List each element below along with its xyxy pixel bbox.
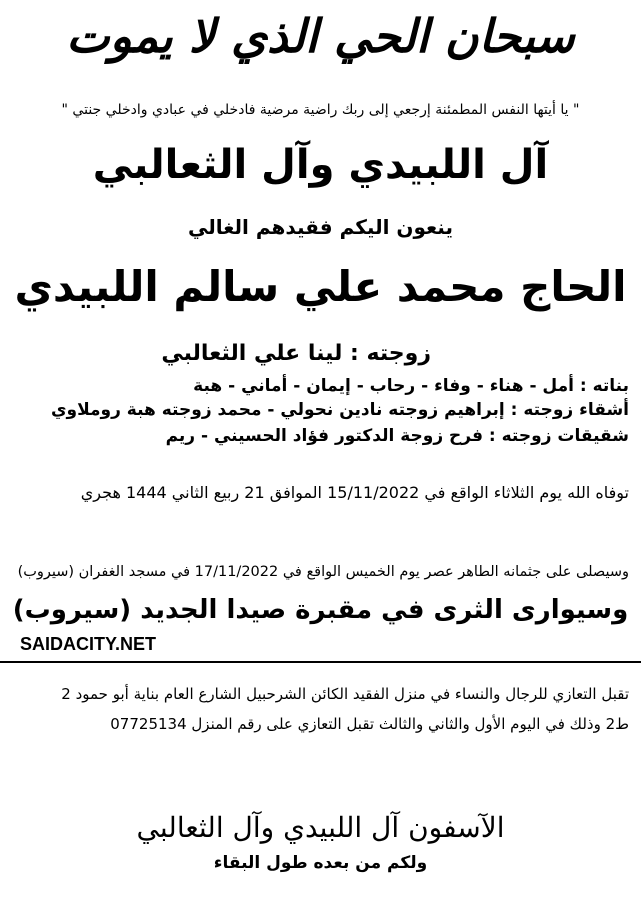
wife-brothers-line: أشقاء زوجته : إبراهيم زوجته نادين نحولي - محمد زوجته هبة روملاوي — [50, 400, 629, 420]
announcement-line: ينعون اليكم فقيدهم الغالي — [188, 215, 453, 239]
condolences-line-2: ط2 وذلك في اليوم الأول والثاني والثالث تقبل التعازي على رقم المنزل 07725134 — [110, 715, 629, 733]
top-calligraphy-phrase: سبحان الحي الذي لا يموت — [66, 9, 575, 63]
daughters-line: بناته : أمل - هناء - وفاء - رحاب - إيمان - أماني - هبة — [193, 376, 629, 396]
divider-line — [0, 661, 641, 663]
families-heading: آل اللبيدي وآل الثعالبي — [92, 142, 549, 188]
condolences-line-1: تقبل التعازي للرجال والنساء في منزل الفقيد الكائن الشرحبيل الشارع العام بناية أبو حمود 2 — [61, 685, 629, 703]
death-notice: توفاه الله يوم الثلاثاء الواقع في 15/11/2022 الموافق 21 ربيع الثاني 1444 هجري — [80, 483, 629, 502]
deceased-name: الحاج محمد علي سالم اللبيدي — [14, 262, 627, 311]
quran-verse: " يا أيتها النفس المطمئنة إرجعي إلى ربك راضية مرضية فادخلي في عبادي وادخلي جنتي " — [61, 102, 580, 118]
website-watermark: SAIDACITY.NET — [20, 634, 157, 654]
mourners-line: الآسفون آل اللبيدي وآل الثعالبي — [136, 811, 505, 844]
closing-line: ولكم من بعده طول البقاء — [213, 853, 428, 873]
wife-sisters-line: شقيقات زوجته : فرح زوجة الدكتور فؤاد الحسيني - ريم — [165, 426, 629, 446]
wife-line: زوجته : لينا علي الثعالبي — [161, 341, 431, 366]
funeral-prayer-notice: وسيصلى على جثمانه الطاهر عصر يوم الخميس الواقع في 17/11/2022 في مسجد الغفران (سيروب) — [17, 564, 629, 580]
burial-notice: وسيوارى الثرى في مقبرة صيدا الجديد (سيروب) — [12, 595, 629, 625]
